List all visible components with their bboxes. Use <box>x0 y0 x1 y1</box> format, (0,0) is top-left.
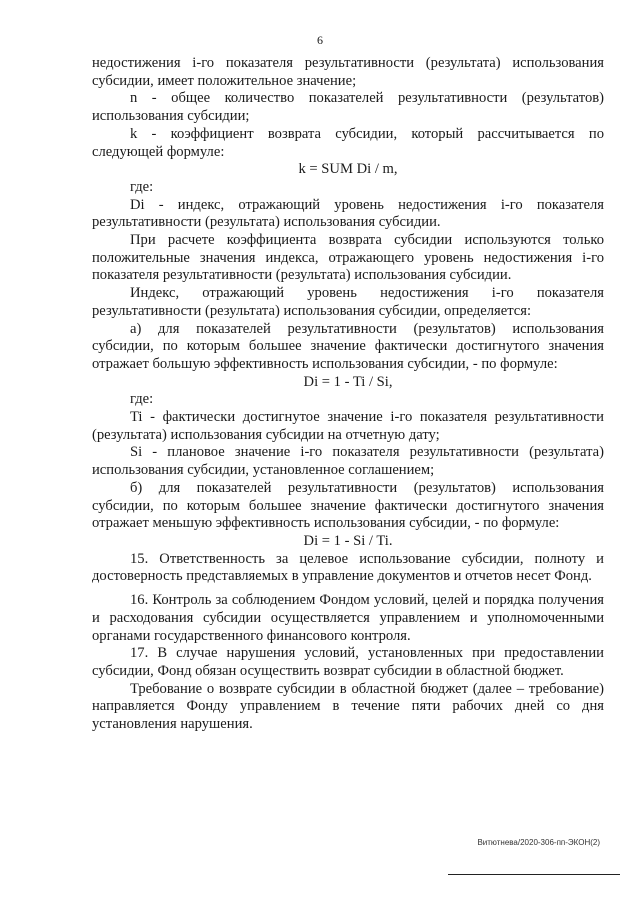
paragraph-case-b: б) для показателей результативности (результатов) использования субсидии, по которым большее значение фактически достигнутого значения отражает меньшую эффективность использования субсидии, - по формуле: <box>92 479 604 532</box>
paragraph-si-definition: Si - плановое значение i-го показателя результативности (результата) использования субсидии, установленное соглашением; <box>92 444 604 479</box>
paragraph-item-15: 15. Ответственность за целевое использование субсидии, полноту и достоверность представляемых в управление документов и отчетов несет Фонд. <box>92 550 604 585</box>
paragraph-k-definition: k - коэффициент возврата субсидии, который рассчитывается по следующей формуле: <box>92 125 604 160</box>
paragraph-positive-values: При расчете коэффициента возврата субсидии используются только положительные значения индекса, отражающего уровень недостижения i-го показателя результативности (результата) использования субсидии. <box>92 232 604 284</box>
paragraph-item-16: 16. Контроль за соблюдением Фондом условий, целей и порядка получения и расходования субсидии осуществляется управлением и уполномоченными органами государственного финансового контроля. <box>92 592 604 644</box>
formula-di-a: Di = 1 - Ti / Si, <box>303 373 393 390</box>
document-code: Витютнева/2020-306-пп-ЭКОН(2) <box>477 838 600 847</box>
paragraph-requirement: Требование о возврате субсидии в областной бюджет (далее – требование) направляется Фонду управлением в течение пяти рабочих дней со дня установления нарушения. <box>92 680 604 733</box>
formula-k: k = SUM Di / m, <box>298 161 398 178</box>
paragraph-continuation: недостижения i-го показателя результативности (результата) использования субсидии, имеет положительное значение; <box>92 55 604 89</box>
document-body <box>92 55 604 734</box>
paragraph-where-2: где: <box>130 391 154 408</box>
page-number: 6 <box>317 33 323 47</box>
paragraph-n-definition: n - общее количество показателей результативности (результатов) использования субсидии; <box>92 90 604 125</box>
paragraph-where-1: где: <box>130 178 154 195</box>
paragraph-case-a: а) для показателей результативности (результатов) использования субсидии, по которым большее значение фактически достигнутого значения отражает большую эффективность использования субсидии, - по формуле: <box>92 320 604 372</box>
paragraph-index-determined: Индекс, отражающий уровень недостижения i-го показателя результативности (результата) использования субсидии, определяется: <box>92 285 604 319</box>
paragraph-ti-definition: Ti - фактически достигнутое значение i-го показателя результативности (результата) использования субсидии на отчетную дату; <box>92 409 604 443</box>
footer-divider <box>448 874 620 875</box>
paragraph-di-definition: Di - индекс, отражающий уровень недостижения i-го показателя результативности (результата) использования субсидии. <box>92 196 604 231</box>
formula-di-b: Di = 1 - Si / Ti. <box>303 532 393 549</box>
paragraph-item-17: 17. В случае нарушения условий, установленных при предоставлении субсидии, Фонд обязан осуществить возврат субсидии в областной бюджет. <box>92 645 604 679</box>
